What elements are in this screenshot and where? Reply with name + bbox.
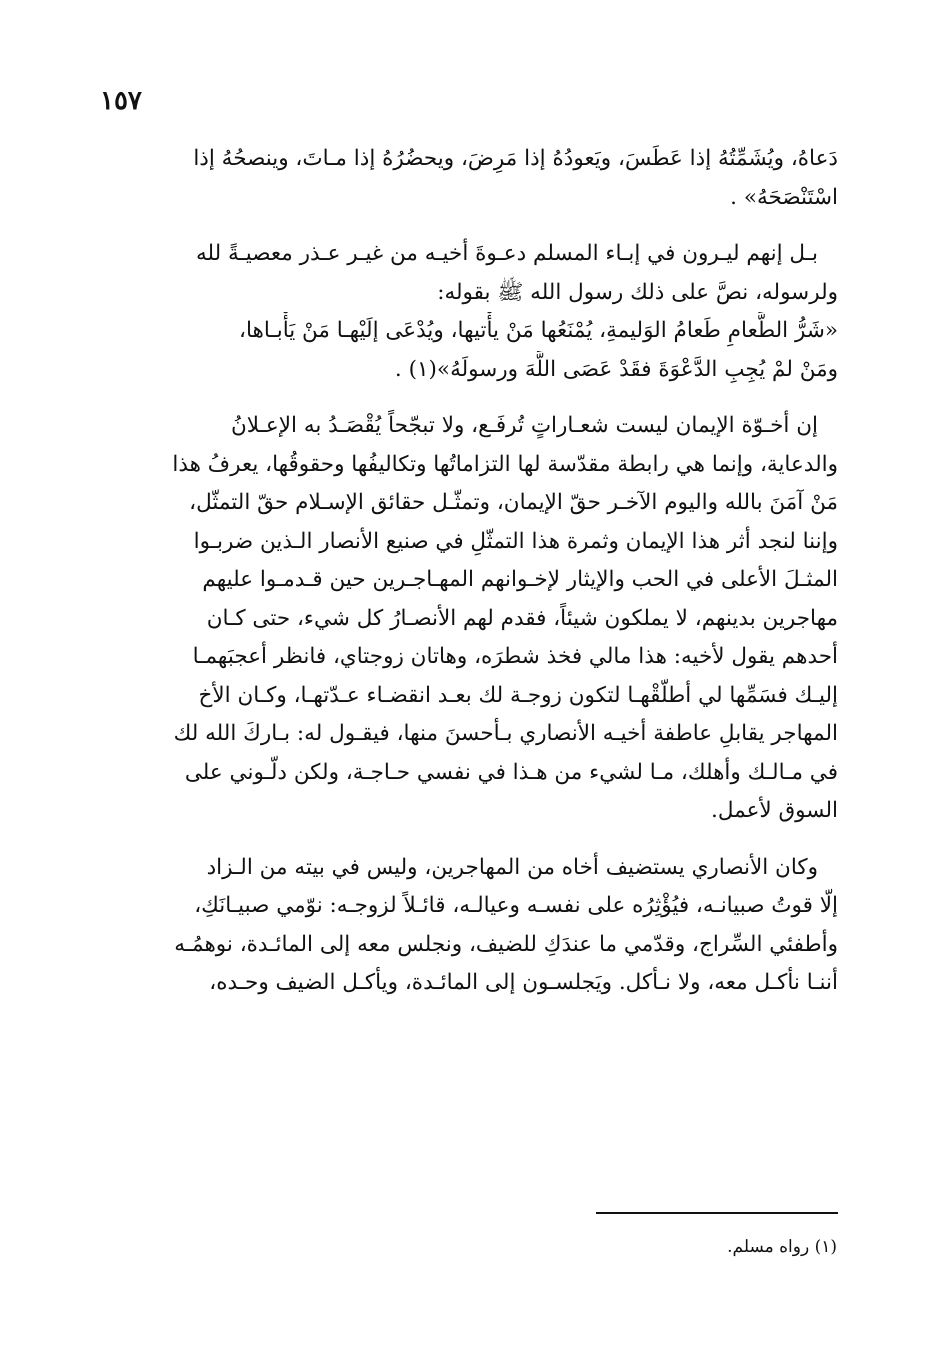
text-line: المثـلَ الأعلى في الحب والإيثار لإخـوانهم المهـاجـرين حين قـدمـوا عليهم (202, 567, 838, 592)
footnote-divider (596, 1212, 838, 1214)
text-line: إن أخـوّة الإيمان ليست شعـاراتٍ تُرفَـع، ولا تبجّحاً يُقْصَـدُ به الإعـلانُ (231, 413, 818, 438)
hadith-quote-line: «شَرُّ الطَّعامِ طَعامُ الوَليمةِ، يُمْنَعُها مَنْ يأْتيها، ويُدْعَى إلَيْهـا مَنْ يَأْبـاها، (239, 318, 838, 343)
text-line: اسْتَنْصَحَهُ» . (730, 184, 838, 210)
footnote: (١) رواه مسلم. (727, 1237, 837, 1257)
hadith-quote-line: ومَنْ لمْ يُجِبِ الدَّعْوَةَ فقَدْ عَصَى اللَّهَ ورسولَهُ»(١) . (394, 356, 838, 382)
text-line: وكان الأنصاري يستضيف أخاه من المهاجرين، وليس في بيته من الـزاد (206, 854, 818, 880)
text-line: أننـا نأكـل معه، ولا نـأكل. ويَجلسـون إلى المائـدة، ويأكـل الضيف وحـده، (209, 970, 838, 995)
text-line: بـل إنهم ليـرون في إبـاء المسلم دعـوةَ أخيـه من غيـر عـذر معصيـةً لله (195, 241, 818, 266)
text-line: وإننا لنجد أثر هذا الإيمان وثمرة هذا التمثّلِ في صنيع الأنصار الـذين ضربـوا (193, 528, 838, 554)
text-line: إليـك فسَمِّها لي أطلّقْهـا لتكون زوجـة لك بعـد انقضـاء عـدّتهـا، وكـان الأخ (198, 682, 838, 708)
text-line: مهاجرين بدينهم، لا يملكون شيئاً، فقدم لهم الأنصـارُ كل شيء، حتى كـان (206, 605, 838, 631)
text-line: المهاجر يقابلِ عاطفة أخيـه الأنصاري بـأحسنَ منها، فيقـول له: بـاركَ الله لك (173, 721, 838, 746)
text-line: دَعاهُ، ويُشَمِّتُهُ إذا عَطَسَ، ويَعودُهُ إذا مَرِضَ، ويحضُرُهُ إذا مـاتَ، وينصحُهُ إذا (193, 146, 838, 171)
text-line: ولرسوله، نصَّ على ذلك رسول الله ﷺ بقوله: (437, 279, 838, 305)
text-line: في مـالـك وأهلك، مـا لشيء من هـذا في نفسي حـاجـة، ولكن دلّـوني على (184, 759, 838, 785)
text-line: أحدهم يقول لأخيه: هذا مالي فخذ شطرَه، وهاتان زوجتاي، فانظر أعجبَهمـا (192, 644, 838, 669)
text-line: مَنْ آمَنَ بالله واليوم الآخـر حقّ الإيمان، وتمثّـل حقائق الإسـلام حقّ التمثّل، (189, 490, 838, 515)
text-line: إلّا قوتُ صبيانـه، فيُؤْثِرُه على نفسـه وعيالـه، قائـلاً لزوجـه: نوّمي صبيـانَكِ، (194, 893, 838, 918)
page-number: ١٥٧ (100, 86, 142, 116)
text-line: والدعاية، وإنما هي رابطة مقدّسة لها التزاماتُها وتكاليفُها وحقوقُها، يعرفُ هذا (172, 451, 838, 477)
text-line: السوق لأعمل. (711, 798, 838, 823)
body-text (100, 140, 838, 1003)
text-line: وأطفئي السِّراج، وقدّمي ما عندَكِ للضيف، ونجلس معه إلى المائـدة، نوهمُـه (174, 931, 838, 957)
